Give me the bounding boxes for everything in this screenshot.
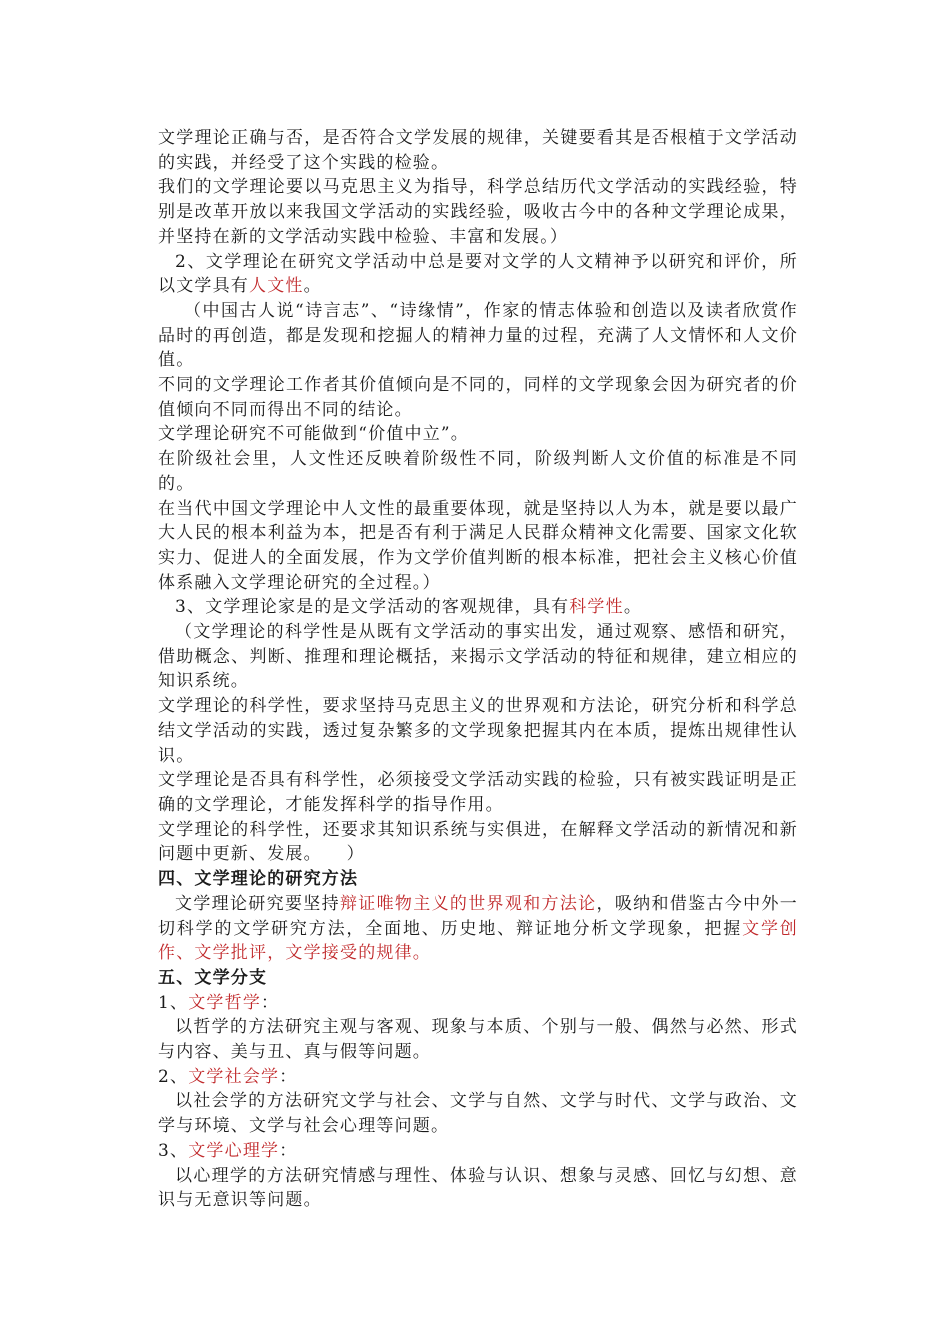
text: 2、文学理论在研究文学活动中总是要对文学的人文精神予以研究和评价，所以文学具有 [158, 251, 798, 297]
highlight-term: 文学心理学 [188, 1140, 280, 1161]
paragraph-11 [158, 694, 798, 768]
text: 在阶级社会里，人文性还反映着阶级性不同，阶级判断人文价值的标准是不同的。 [158, 449, 798, 494]
branch-3-desc [158, 1164, 798, 1213]
text: 文学理论的科学性，还要求其知识系统与实俱进，在解释文学活动的新情况和新问题中更新、发展。 ） [158, 819, 798, 865]
text: 以哲学的方法研究主观与客观、现象与本质、个别与一般、偶然与必然、形式与内容、美与丑、真与假等问题。 [158, 1017, 798, 1063]
paragraph-7 [158, 447, 798, 496]
text: 文学理论研究不可能做到“价值中立”。 [158, 424, 469, 445]
text: 以社会学的方法研究文学与社会、文学与自然、文学与时代、文学与政治、文学与环境、文学与社会心理等问题。 [158, 1091, 798, 1137]
paragraph-1 [158, 126, 798, 175]
branch-1-title [158, 991, 798, 1016]
paragraph-10 [158, 620, 798, 694]
point-2-humanistic [158, 250, 798, 299]
text: 文学理论正确与否，是否符合文学发展的规律，关键要看其是否根植于文学活动的实践，并经受了这个实践的检验。 [158, 128, 798, 173]
text: 不同的文学理论工作者其价值倾向是不同的，同样的文学现象会因为研究者的价值倾向不同而得出不同的结论。 [158, 375, 798, 420]
text: 。 [623, 597, 643, 618]
text: ： [261, 992, 280, 1013]
paragraph-4 [158, 299, 798, 373]
text: ： [279, 1140, 298, 1161]
section-heading-5 [158, 966, 798, 991]
text: 文学理论是否具有科学性，必须接受文学活动实践的检验，只有被实践证明是正确的文学理论，才能发挥科学的指导作用。 [158, 770, 798, 815]
highlight-term: 科学性 [569, 597, 624, 618]
text: 文学理论研究要坚持 [175, 893, 340, 914]
paragraph-8 [158, 497, 798, 596]
text: 。 [303, 276, 322, 297]
text: ，吸纳和借鉴古今中外一切科学的文学研究方法，全面地、历史地、辩证地分析文学现象，把握 [158, 893, 798, 939]
paragraph-2 [158, 175, 798, 249]
text: 2、 [158, 1066, 189, 1087]
branch-1-desc [158, 1015, 798, 1064]
text: 以心理学的方法研究情感与理性、体验与认识、想象与灵感、回忆与幻想、意识与无意识等问题。 [158, 1165, 798, 1211]
highlight-term: 文学创作、文学批评，文学接受的规律。 [158, 918, 798, 964]
highlight-term: 文学哲学 [188, 992, 262, 1013]
text: 1、 [158, 992, 189, 1013]
highlight-term: 辩证唯物主义的世界观和方法论 [339, 893, 597, 914]
paragraph-12 [158, 768, 798, 817]
text: 我们的文学理论要以马克思主义为指导，科学总结历代文学活动的实践经验，特别是改革开放以来我国文学活动的实践经验，吸收古今中的各种文学理论成果，并坚持在新的文学活动实践中检验、丰富和发展。） [158, 177, 798, 247]
text: 3、文学理论家是的是文学活动的客观规律，具有 [175, 597, 570, 618]
highlight-term: 人文性 [249, 276, 304, 297]
section-heading-4 [158, 867, 798, 892]
highlight-term: 文学社会学 [188, 1066, 280, 1087]
heading-text: 五、文学分支 [158, 967, 268, 988]
branch-3-title [158, 1139, 798, 1164]
branch-2-desc [158, 1089, 798, 1138]
text: （中国古人说“诗言志”、“诗缘情”，作家的情志体验和创造以及读者欣赏作品时的再创造，都是发现和挖掘人的精神力量的过程，充满了人文情怀和人文价值。 [158, 300, 798, 371]
text: （文学理论的科学性是从既有文学活动的事实出发，通过观察、感悟和研究，借助概念、判断、推理和理论概括，来揭示文学活动的特征和规律，建立相应的知识系统。 [158, 622, 798, 692]
text: 在当代中国文学理论中人文性的最重要体现，就是坚持以人为本，就是要以最广大人民的根本利益为本，把是否有利于满足人民群众精神文化需要、国家文化软实力、促进人的全面发展，作为文学价值判断的根本标准，把社会主义核心价值体系融入文学理论研究的全过程。） [158, 498, 798, 593]
text: 文学理论的科学性，要求坚持马克思主义的世界观和方法论，研究分析和科学总结文学活动的实践，透过复杂繁多的文学现象把握其内在本质，提炼出规律性认识。 [158, 696, 798, 766]
text: 3、 [158, 1140, 189, 1161]
point-3-scientific [158, 595, 798, 620]
heading-text: 四、文学理论的研究方法 [158, 869, 359, 890]
text: ： [279, 1066, 298, 1087]
paragraph-research-method [158, 892, 798, 966]
paragraph-6 [158, 422, 798, 447]
paragraph-13 [158, 818, 798, 867]
paragraph-5 [158, 373, 798, 422]
document-page [158, 126, 798, 1213]
branch-2-title [158, 1065, 798, 1090]
